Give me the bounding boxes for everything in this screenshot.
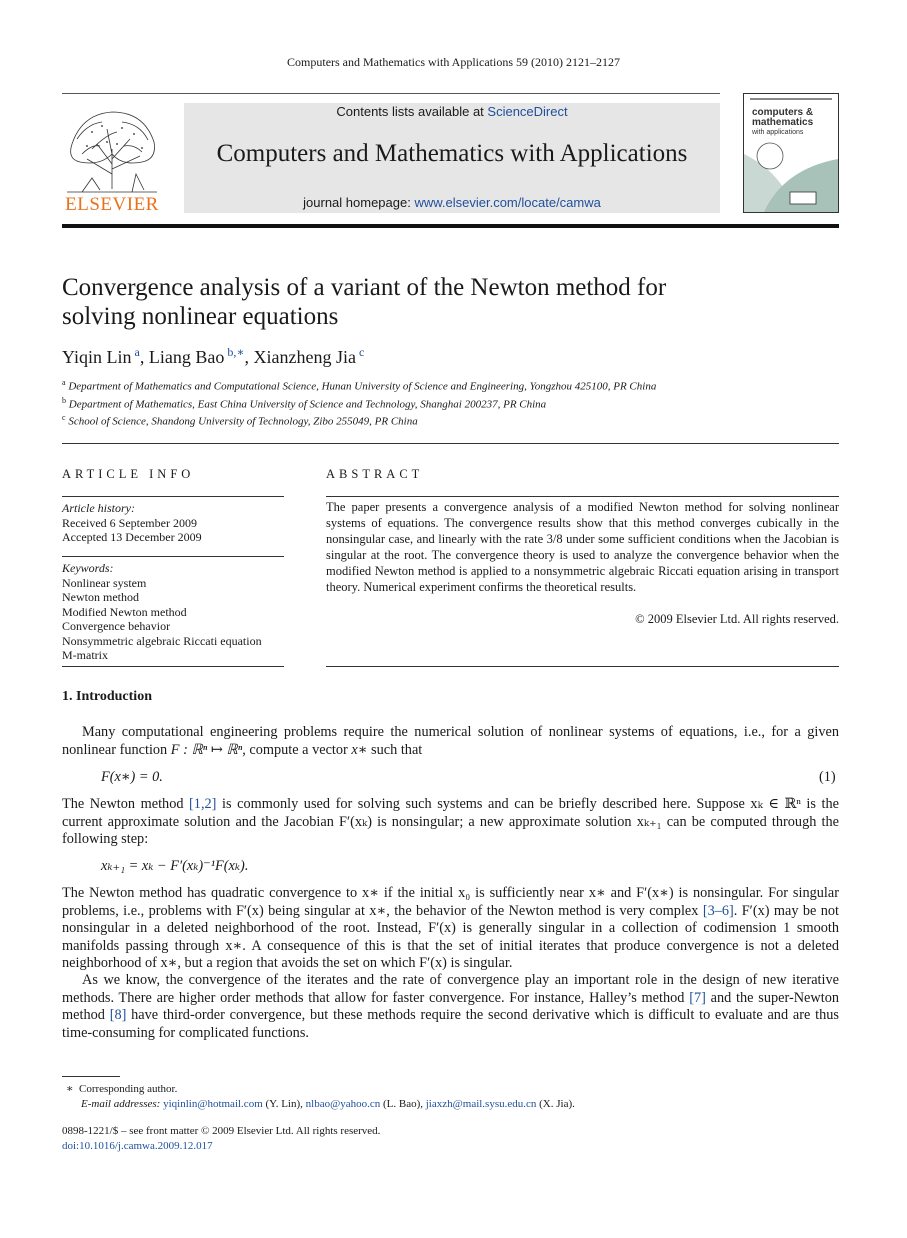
intro-paragraph-2 xyxy=(62,796,839,849)
author-affil-link[interactable]: c xyxy=(358,345,365,359)
header-bottom-rule xyxy=(62,224,839,228)
keyword: Convergence behavior xyxy=(62,619,171,633)
author-name: Xianzheng Jia xyxy=(253,347,356,367)
affiliation-text: Department of Mathematics and Computational Science, Hunan University of Science and Engineering, Yongzhou 425100, PR China xyxy=(68,380,657,393)
received-date: Received 6 September 2009 xyxy=(62,515,197,530)
article-history xyxy=(62,501,284,545)
homepage-line xyxy=(184,195,720,210)
citation-link[interactable]: [8] xyxy=(109,1007,127,1023)
text-run: . F′(x) may be not nonsingular in a deleted neighborhood of the root. Instead, F′(x) is generally singular in a collection of codimension 1 smooth manifolds passing through x∗. A consequence of this is that the set of initial iterates that produce convergence is not a deleted neighborhood of x∗, but a region that avoids the set on which F′(x) is singular. xyxy=(62,902,840,971)
math-inline: F : ℝⁿ ↦ ℝⁿ xyxy=(170,741,243,758)
divider xyxy=(62,496,284,497)
header-top-rule xyxy=(62,93,720,94)
affiliation xyxy=(62,396,546,411)
affiliation xyxy=(62,378,656,393)
email-label: E-mail addresses: xyxy=(81,1098,164,1110)
equation-1: F(x∗) = 0. xyxy=(101,769,163,785)
journal-homepage-link[interactable]: www.elsevier.com/locate/camwa xyxy=(414,195,601,210)
email-owner: (Y. Lin), xyxy=(262,1098,306,1110)
email-link[interactable]: nlbao@yahoo.cn xyxy=(305,1098,381,1110)
email-owner: (X. Jia). xyxy=(536,1098,575,1110)
section-heading-introduction: 1. Introduction xyxy=(62,689,152,704)
affiliation-text: School of Science, Shandong University of Technology, Zibo 255049, PR China xyxy=(68,415,418,428)
divider xyxy=(326,496,839,497)
history-label: Article history: xyxy=(62,501,135,515)
sciencedirect-link[interactable]: ScienceDirect xyxy=(487,104,568,119)
keywords-label: Keywords: xyxy=(62,561,114,575)
citation-link[interactable]: [3–6] xyxy=(702,902,734,919)
abstract-copyright: © 2009 Elsevier Ltd. All rights reserved. xyxy=(635,612,839,626)
divider xyxy=(62,666,284,667)
text-run: The Newton method xyxy=(62,796,190,812)
article-info-heading: ARTICLE INFO xyxy=(62,467,195,481)
email-link[interactable]: jiaxzh@mail.sysu.edu.cn xyxy=(425,1098,537,1110)
text-run: and the super-Newton method xyxy=(62,989,839,1023)
email-addresses xyxy=(81,1098,575,1110)
keyword: Newton method xyxy=(62,590,139,604)
elsevier-wordmark: ELSEVIER xyxy=(65,194,159,215)
abstract-heading: ABSTRACT xyxy=(326,467,424,481)
homepage-prefix: journal homepage: xyxy=(303,195,415,210)
affiliation-key: b xyxy=(62,396,66,405)
text-run: Many computational engineering problems require the numerical solution of nonlinear systems of equations, i.e., for a given nonlinear function xyxy=(62,724,839,758)
text-run: such that xyxy=(367,741,423,758)
cover-title-line3: with applications xyxy=(752,129,804,136)
corresponding-author-note xyxy=(66,1082,177,1095)
equation-number: (1) xyxy=(819,769,836,785)
journal-title: Computers and Mathematics with Applications xyxy=(216,140,688,167)
footnote-text: Corresponding author. xyxy=(78,1083,178,1095)
divider xyxy=(326,666,839,667)
text-run: As we know, the convergence of the iterates and the rate of convergence play an important role in the design of new iterative methods. There are higher order methods that allow for faster convergence. For instance, Halley’s method xyxy=(62,972,839,1006)
abstract-text: The paper presents a convergence analysis of a modified Newton method for solving nonlinear systems of equations. The convergence results show that this method converges cubically in the nonsingular case, and linearly with the rate 3/8 under some sufficient conditions when the Jacobian is singular at the root. The convergence theory is used to analyze the convergence behavior when the modified Newton method is applied to a nonsymmetric algebraic Riccati equation arising in transport theory. Numerical experiment confirms the theoretical results. xyxy=(326,500,839,594)
equation-newton-step: xₖ₊₁ = xₖ − F′(xₖ)⁻¹F(xₖ). xyxy=(101,858,249,874)
math-inline: x∗ xyxy=(351,741,368,758)
accepted-date: Accepted 13 December 2009 xyxy=(62,530,202,544)
keyword: M-matrix xyxy=(62,648,108,662)
author-affil-link[interactable]: a xyxy=(134,345,140,359)
citation-link[interactable]: [1,2] xyxy=(189,796,217,812)
affiliation-text: Department of Mathematics, East China University of Science and Technology, Shanghai 200237, PR China xyxy=(68,398,547,411)
email-link[interactable]: yiqinlin@hotmail.com xyxy=(163,1098,263,1110)
article-title-line1: Convergence analysis of a variant of the Newton method for xyxy=(62,274,667,301)
intro-paragraph-3 xyxy=(62,885,839,973)
divider xyxy=(62,556,284,557)
issn-line: 0898-1221/$ – see front matter © 2009 Elsevier Ltd. All rights reserved. xyxy=(62,1125,381,1137)
text-run: have third-order convergence, but these methods require the second derivative which is difficult to evaluate and are thus time-consuming for complicated functions. xyxy=(62,1007,839,1041)
cover-title-line1: computers & xyxy=(752,107,814,118)
cover-title-line2: mathematics xyxy=(752,117,814,128)
citation-link[interactable]: [7] xyxy=(689,989,706,1006)
journal-cover-thumbnail xyxy=(743,93,839,213)
affiliation-key: a xyxy=(62,378,66,387)
keyword: Nonsymmetric algebraic Riccati equation xyxy=(62,633,262,648)
author-affil-link[interactable]: b,∗ xyxy=(227,345,245,359)
keyword: Modified Newton method xyxy=(62,604,187,619)
author-list: Yiqin Lin $^a$, Liang Bao $^{b,∗}$, Xianzheng Jia $^c$ xyxy=(62,345,365,367)
keywords-block xyxy=(62,561,302,663)
footnote-rule xyxy=(62,1076,120,1077)
divider xyxy=(62,443,839,444)
affiliation-key: c xyxy=(62,413,66,422)
text-run: , compute a vector xyxy=(242,741,352,758)
running-head: Computers and Mathematics with Applications 59 (2010) 2121–2127 xyxy=(287,55,620,69)
footnote-mark: ∗ xyxy=(66,1083,74,1095)
text-run: The Newton method has quadratic convergence to x∗ if the initial x₀ is sufficiently near x∗ and F′(x∗) is nonsingular. For singular problems, i.e., problems with F′(x) being singular at x∗, the behavior of the Newton method is very complex xyxy=(62,885,839,919)
author-name: Liang Bao xyxy=(148,347,225,367)
intro-paragraph-4 xyxy=(62,972,839,1042)
doi-link[interactable]: doi:10.1016/j.camwa.2009.12.017 xyxy=(62,1140,213,1152)
text-run: is commonly used for solving such systems and can be briefly described here. Suppose xₖ ∈ ℝⁿ is the current approximate solution and the Jacobian F′(xₖ) is nonsingular; a new approximate solution xₖ₊₁ can be computed through the following step: xyxy=(62,796,839,847)
email-owner: (L. Bao), xyxy=(380,1098,426,1110)
keyword: Nonlinear system xyxy=(62,575,147,590)
contents-line xyxy=(184,104,720,119)
article-title xyxy=(62,273,762,331)
contents-prefix: Contents lists available at xyxy=(336,104,488,119)
intro-paragraph-1 xyxy=(62,724,839,759)
article-title-line2: solving nonlinear equations xyxy=(62,303,339,330)
author-name: Yiqin Lin xyxy=(62,347,132,367)
affiliation xyxy=(62,413,418,428)
